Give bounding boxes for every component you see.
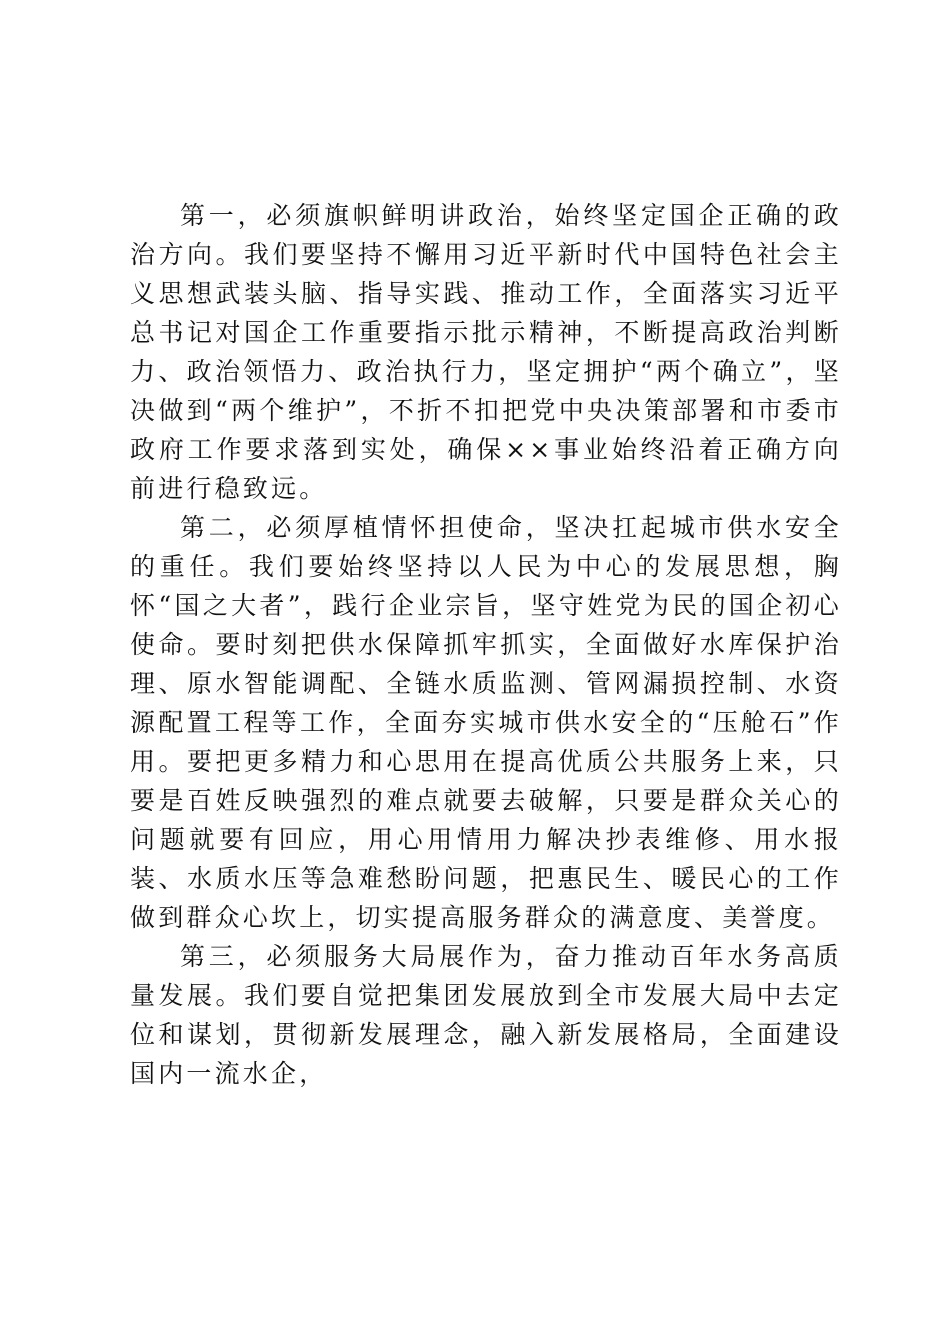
document-body	[130, 196, 842, 1093]
paragraph-1: 第一，必须旗帜鲜明讲政治，始终坚定国企正确的政治方向。我们要坚持不懈用习近平新时代中国特色社会主义思想武装头脑、指导实践、推动工作，全面落实习近平总书记对国企工作重要指示批示精神，不断提高政治判断力、政治领悟力、政治执行力，坚定拥护“两个确立”，坚决做到“两个维护”，不折不扣把党中央决策部署和市委市政府工作要求落到实处，确保××事业始终沿着正确方向前进行稳致远。	[130, 201, 842, 503]
paragraph-2: 第二，必须厚植情怀担使命，坚决扛起城市供水安全的重任。我们要始终坚持以人民为中心的发展思想，胸怀“国之大者”，践行企业宗旨，坚守姓党为民的国企初心使命。要时刻把供水保障抓牢抓实，全面做好水库保护治理、原水智能调配、全链水质监测、管网漏损控制、水资源配置工程等工作，全面夯实城市供水安全的“压舱石”作用。要把更多精力和心思用在提高优质公共服务上来，只要是百姓反映强烈的难点就要去破解，只要是群众关心的问题就要有回应，用心用情用力解决抄表维修、用水报装、水质水压等急难愁盼问题，把惠民生、暖民心的工作做到群众心坎上，切实提高服务群众的满意度、美誉度。	[130, 513, 842, 932]
paragraph-3: 第三，必须服务大局展作为，奋力推动百年水务高质量发展。我们要自觉把集团发展放到全市发展大局中去定位和谋划，贯彻新发展理念，融入新发展格局，全面建设国内一流水企，	[130, 942, 842, 1088]
